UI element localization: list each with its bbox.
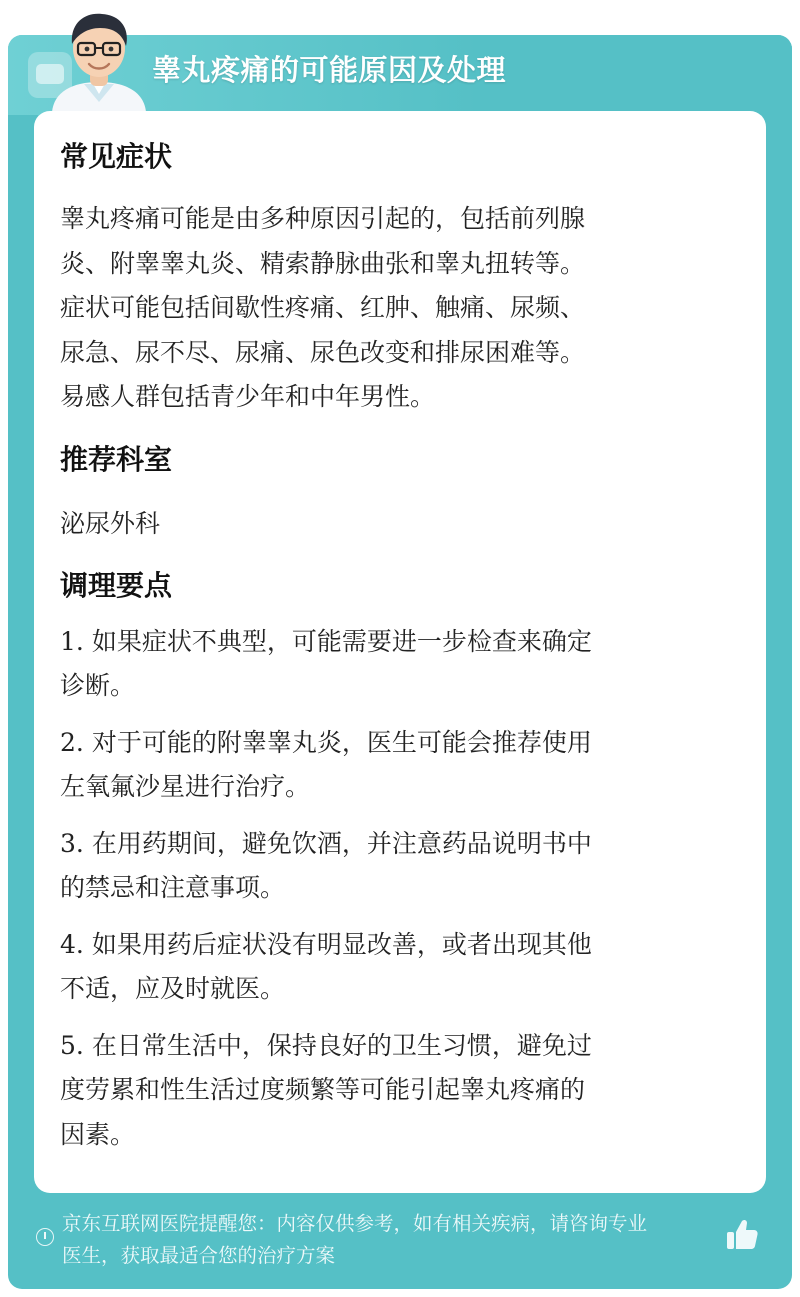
department-title: 推荐科室 bbox=[60, 442, 173, 476]
symptoms-line: 炎、附睾睾丸炎、精索静脉曲张和睾丸扭转等。 bbox=[60, 248, 586, 278]
symptoms-text bbox=[60, 197, 740, 420]
content-card bbox=[34, 111, 766, 1193]
doctor-avatar-icon bbox=[44, 4, 154, 112]
care-item-line: 在用药期间，避免饮酒，并注意药品说明书中 bbox=[91, 828, 592, 858]
care-item-line: 因素。 bbox=[60, 1119, 136, 1149]
care-item-line: 如果用药后症状没有明显改善，或者出现其他 bbox=[91, 929, 592, 959]
care-item-line: 如果症状不典型，可能需要进一步检查来确定 bbox=[91, 626, 592, 656]
care-item-number: 5. bbox=[60, 1030, 84, 1060]
thumbs-up-icon[interactable] bbox=[724, 1217, 760, 1253]
care-item-number: 3. bbox=[60, 828, 84, 858]
care-item-2 bbox=[60, 721, 740, 810]
symptoms-line: 尿急、尿不尽、尿痛、尿色改变和排尿困难等。 bbox=[60, 337, 586, 367]
care-item-number: 4. bbox=[60, 929, 84, 959]
disclaimer-line: 医生，获取最适合您的治疗方案 bbox=[62, 1244, 336, 1267]
symptoms-title: 常见症状 bbox=[60, 140, 173, 173]
content-body bbox=[60, 135, 740, 1157]
care-item-3 bbox=[60, 822, 740, 911]
care-item-4 bbox=[60, 923, 740, 1012]
department-value: 泌尿外科 bbox=[60, 508, 161, 538]
care-item-number: 2. bbox=[60, 727, 84, 757]
symptoms-line: 症状可能包括间歇性疼痛、红肿、触痛、尿频、 bbox=[60, 293, 586, 322]
care-item-line: 在日常生活中，保持良好的卫生习惯，避免过 bbox=[91, 1030, 592, 1060]
info-icon bbox=[36, 1228, 54, 1246]
symptoms-line: 易感人群包括青少年和中年男性。 bbox=[60, 382, 436, 411]
disclaimer-text bbox=[62, 1208, 727, 1272]
symptoms-line: 睾丸疼痛可能是由多种原因引起的，包括前列腺 bbox=[60, 204, 586, 233]
disclaimer-line: 京东互联网医院提醒您：内容仅供参考，如有相关疾病，请咨询专业 bbox=[62, 1212, 648, 1235]
care-item-number: 1. bbox=[60, 626, 84, 656]
page-title: 睾丸疼痛的可能原因及处理 bbox=[152, 53, 507, 87]
care-item-line: 对于可能的附睾睾丸炎，医生可能会推荐使用 bbox=[91, 727, 592, 757]
care-item-1 bbox=[60, 620, 740, 709]
care-item-line: 不适，应及时就医。 bbox=[60, 974, 286, 1003]
care-item-5 bbox=[60, 1024, 740, 1158]
care-item-line: 左氧氟沙星进行治疗。 bbox=[60, 772, 311, 801]
care-item-line: 度劳累和性生活过度频繁等可能引起睾丸疼痛的 bbox=[60, 1075, 586, 1104]
care-item-line: 的禁忌和注意事项。 bbox=[60, 873, 286, 902]
care-item-line: 诊断。 bbox=[60, 671, 136, 700]
care-title: 调理要点 bbox=[60, 568, 173, 602]
